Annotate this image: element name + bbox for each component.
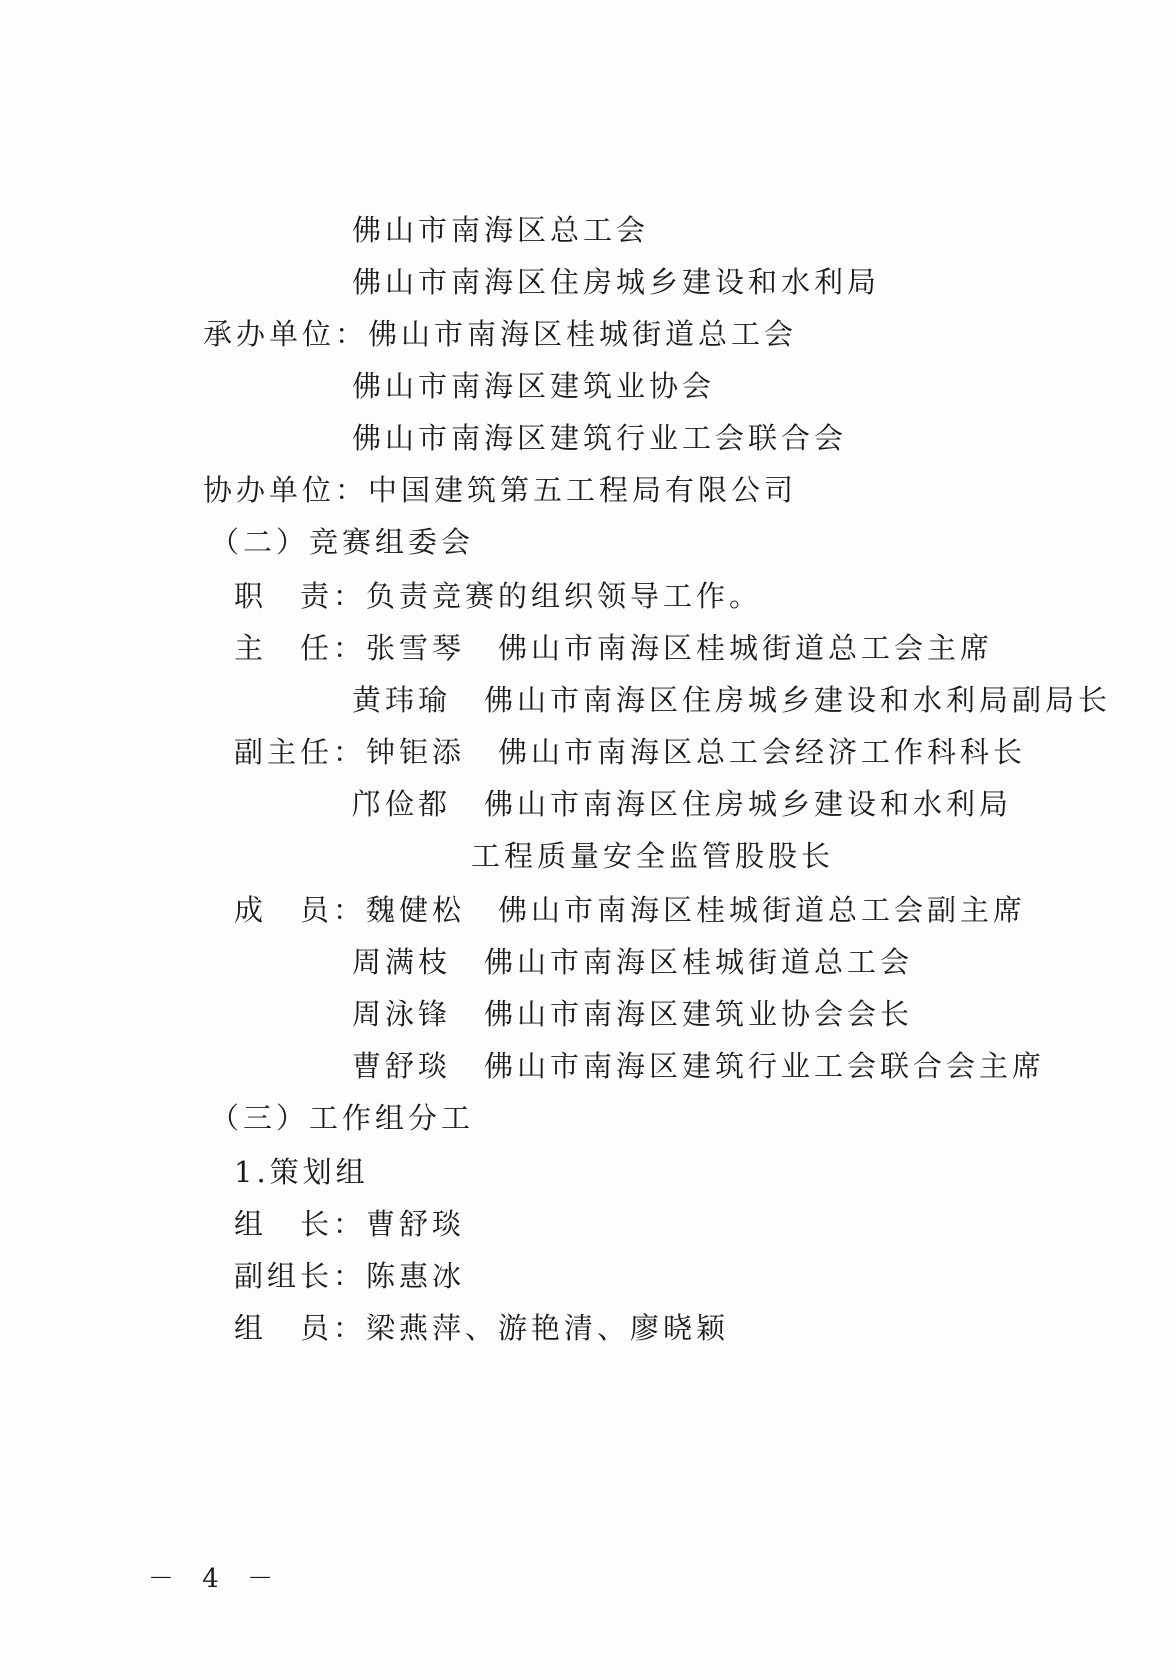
text-line: 佛山市南海区住房城乡建设和水利局 (352, 265, 881, 299)
text-line: 承办单位：佛山市南海区桂城街道总工会 (203, 317, 798, 351)
text-line: 邝俭都 佛山市南海区住房城乡建设和水利局 (352, 787, 1013, 821)
text-line: 曹舒琰 佛山市南海区建筑行业工会联合会主席 (352, 1049, 1046, 1083)
text-line: 成 员：魏健松 佛山市南海区桂城街道总工会副主席 (234, 893, 1027, 927)
text-line: 佛山市南海区总工会 (352, 213, 650, 247)
page-number: － 4 － (148, 1564, 284, 1594)
section-heading: （二）竞赛组委会 (210, 525, 475, 559)
text-line: 工程质量安全监管股股长 (471, 839, 835, 873)
subsection-heading: 1.策划组 (234, 1155, 369, 1189)
text-line: 组 长：曹舒琰 (234, 1207, 466, 1241)
text-line: 副组长：陈惠冰 (234, 1259, 466, 1293)
text-line: 周泳锋 佛山市南海区建筑业协会会长 (352, 997, 914, 1031)
text-line: 组 员：梁燕萍、游艳清、廖晓颖 (234, 1311, 730, 1345)
text-line: 佛山市南海区建筑行业工会联合会 (352, 421, 848, 455)
text-line: 职 责：负责竞赛的组织领导工作。 (234, 579, 763, 613)
text-line: 黄玮瑜 佛山市南海区住房城乡建设和水利局副局长 (352, 683, 1112, 717)
text-line: 协办单位：中国建筑第五工程局有限公司 (203, 473, 798, 507)
text-line: 主 任：张雪琴 佛山市南海区桂城街道总工会主席 (234, 631, 994, 665)
text-line: 周满枝 佛山市南海区桂城街道总工会 (352, 945, 914, 979)
section-heading: （三）工作组分工 (210, 1101, 475, 1135)
text-line: 副主任：钟钜添 佛山市南海区总工会经济工作科科长 (234, 735, 1027, 769)
text-line: 佛山市南海区建筑业协会 (352, 369, 716, 403)
